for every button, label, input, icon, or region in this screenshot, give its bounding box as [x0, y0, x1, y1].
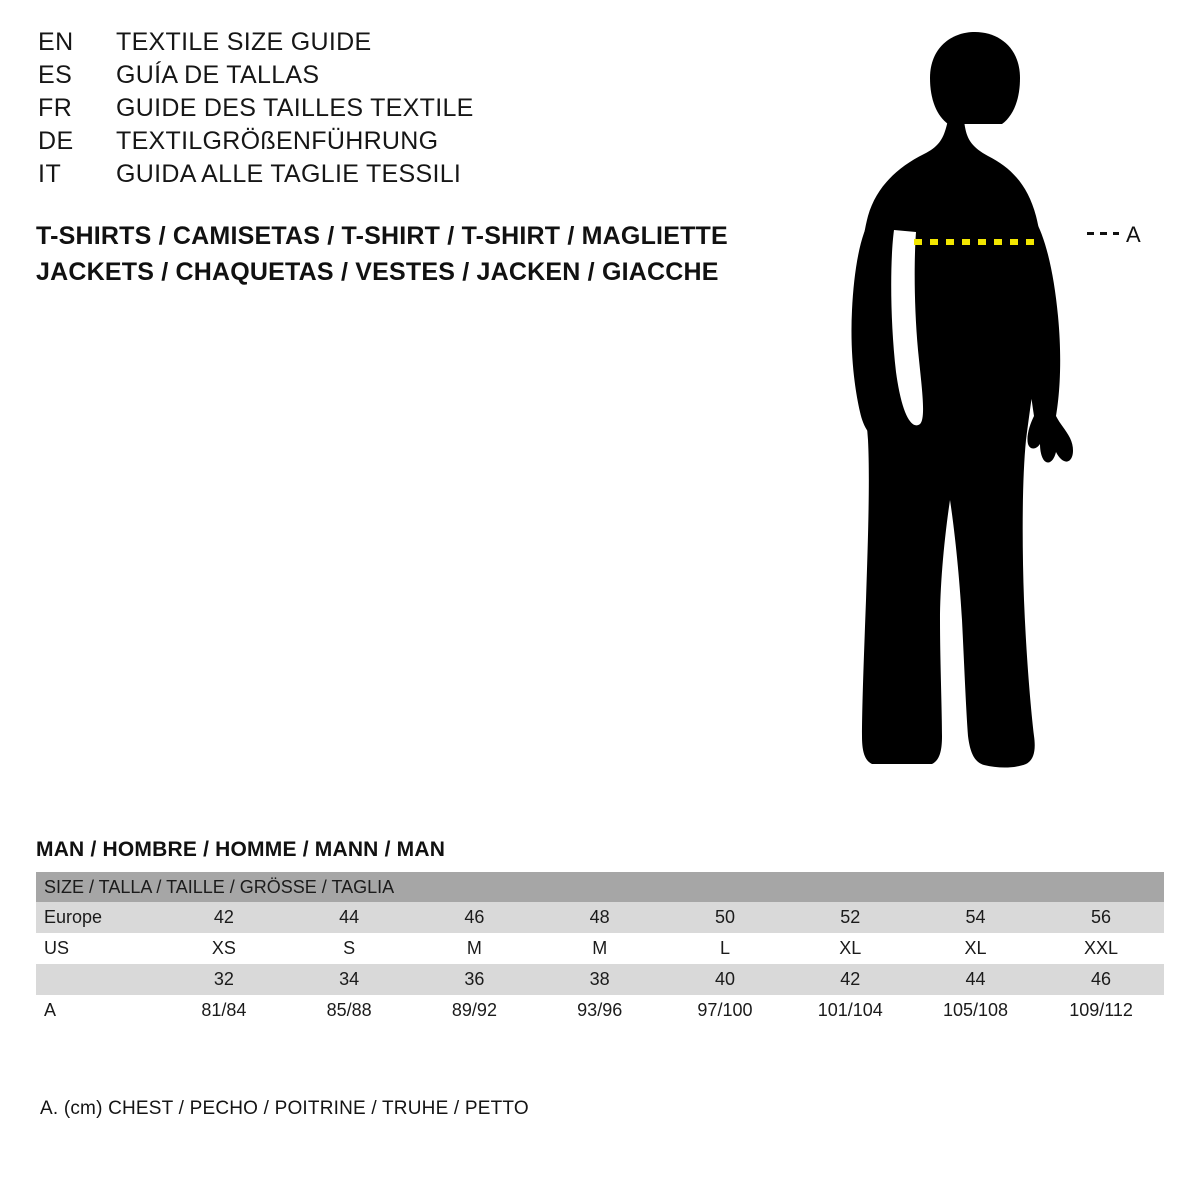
cell-value: 44: [913, 964, 1038, 995]
cell-value: 97/100: [662, 995, 787, 1026]
cell-value: 101/104: [788, 995, 913, 1026]
cell-value: L: [662, 933, 787, 964]
cell-value: 50: [662, 902, 787, 933]
row-label-europe: Europe: [36, 902, 161, 933]
language-row: [38, 94, 738, 127]
language-code: IT: [38, 160, 62, 188]
cell-value: 93/96: [537, 995, 662, 1026]
table-row: [36, 933, 1164, 964]
language-code: DE: [38, 127, 74, 155]
silhouette-icon: [820, 20, 1180, 800]
size-table-section: [36, 838, 1164, 1026]
language-code: EN: [38, 28, 74, 56]
language-row: [38, 28, 738, 61]
cell-value: 36: [412, 964, 537, 995]
cell-value: S: [287, 933, 412, 964]
cell-value: 81/84: [161, 995, 286, 1026]
language-code: ES: [38, 61, 73, 89]
cell-value: 56: [1038, 902, 1164, 933]
category-jackets: JACKETS / CHAQUETAS / VESTES / JACKEN / GIACCHE: [36, 258, 719, 286]
language-title: GUIDE DES TAILLES TEXTILE: [116, 94, 474, 122]
cell-value: 42: [788, 964, 913, 995]
man-silhouette-figure: [820, 20, 1180, 800]
language-row: [38, 127, 738, 160]
category-list: [36, 218, 796, 290]
cell-value: XS: [161, 933, 286, 964]
measure-label-a: A: [1126, 222, 1141, 247]
cell-value: 48: [537, 902, 662, 933]
cell-value: XL: [913, 933, 1038, 964]
language-title: TEXTILGRÖßENFÜHRUNG: [116, 127, 439, 155]
table-row: [36, 902, 1164, 933]
size-table: [36, 872, 1164, 1026]
table-row: [36, 995, 1164, 1026]
footnote-chest-measure: A. (cm) CHEST / PECHO / POITRINE / TRUHE / PETTO: [40, 1098, 529, 1119]
cell-value: 32: [161, 964, 286, 995]
cell-value: M: [412, 933, 537, 964]
category-tshirts: T-SHIRTS / CAMISETAS / T-SHIRT / T-SHIRT / MAGLIETTE: [36, 222, 728, 250]
cell-value: 46: [1038, 964, 1164, 995]
language-code: FR: [38, 94, 73, 122]
cell-value: 44: [287, 902, 412, 933]
cell-value: 40: [662, 964, 787, 995]
cell-value: 52: [788, 902, 913, 933]
language-row: [38, 61, 738, 94]
table-header-label: SIZE / TALLA / TAILLE / GRÖSSE / TAGLIA: [36, 872, 1164, 902]
language-row: [38, 160, 738, 193]
cell-value: 38: [537, 964, 662, 995]
language-list: [38, 28, 738, 193]
cell-value: 89/92: [412, 995, 537, 1026]
language-title: TEXTILE SIZE GUIDE: [116, 28, 372, 56]
cell-value: XL: [788, 933, 913, 964]
cell-value: XXL: [1038, 933, 1164, 964]
language-title: GUIDA ALLE TAGLIE TESSILI: [116, 160, 462, 188]
table-row: [36, 964, 1164, 995]
cell-value: 109/112: [1038, 995, 1164, 1026]
row-label-blank: [36, 964, 161, 995]
row-label-a: A: [36, 995, 161, 1026]
cell-value: 105/108: [913, 995, 1038, 1026]
cell-value: 42: [161, 902, 286, 933]
table-title-man: MAN / HOMBRE / HOMME / MANN / MAN: [36, 838, 446, 861]
cell-value: 34: [287, 964, 412, 995]
cell-value: 46: [412, 902, 537, 933]
cell-value: 85/88: [287, 995, 412, 1026]
cell-value: M: [537, 933, 662, 964]
measure-leader-dashes: [1087, 232, 1119, 235]
language-title: GUÍA DE TALLAS: [116, 61, 320, 89]
table-header-row: [36, 872, 1164, 902]
row-label-us: US: [36, 933, 161, 964]
cell-value: 54: [913, 902, 1038, 933]
